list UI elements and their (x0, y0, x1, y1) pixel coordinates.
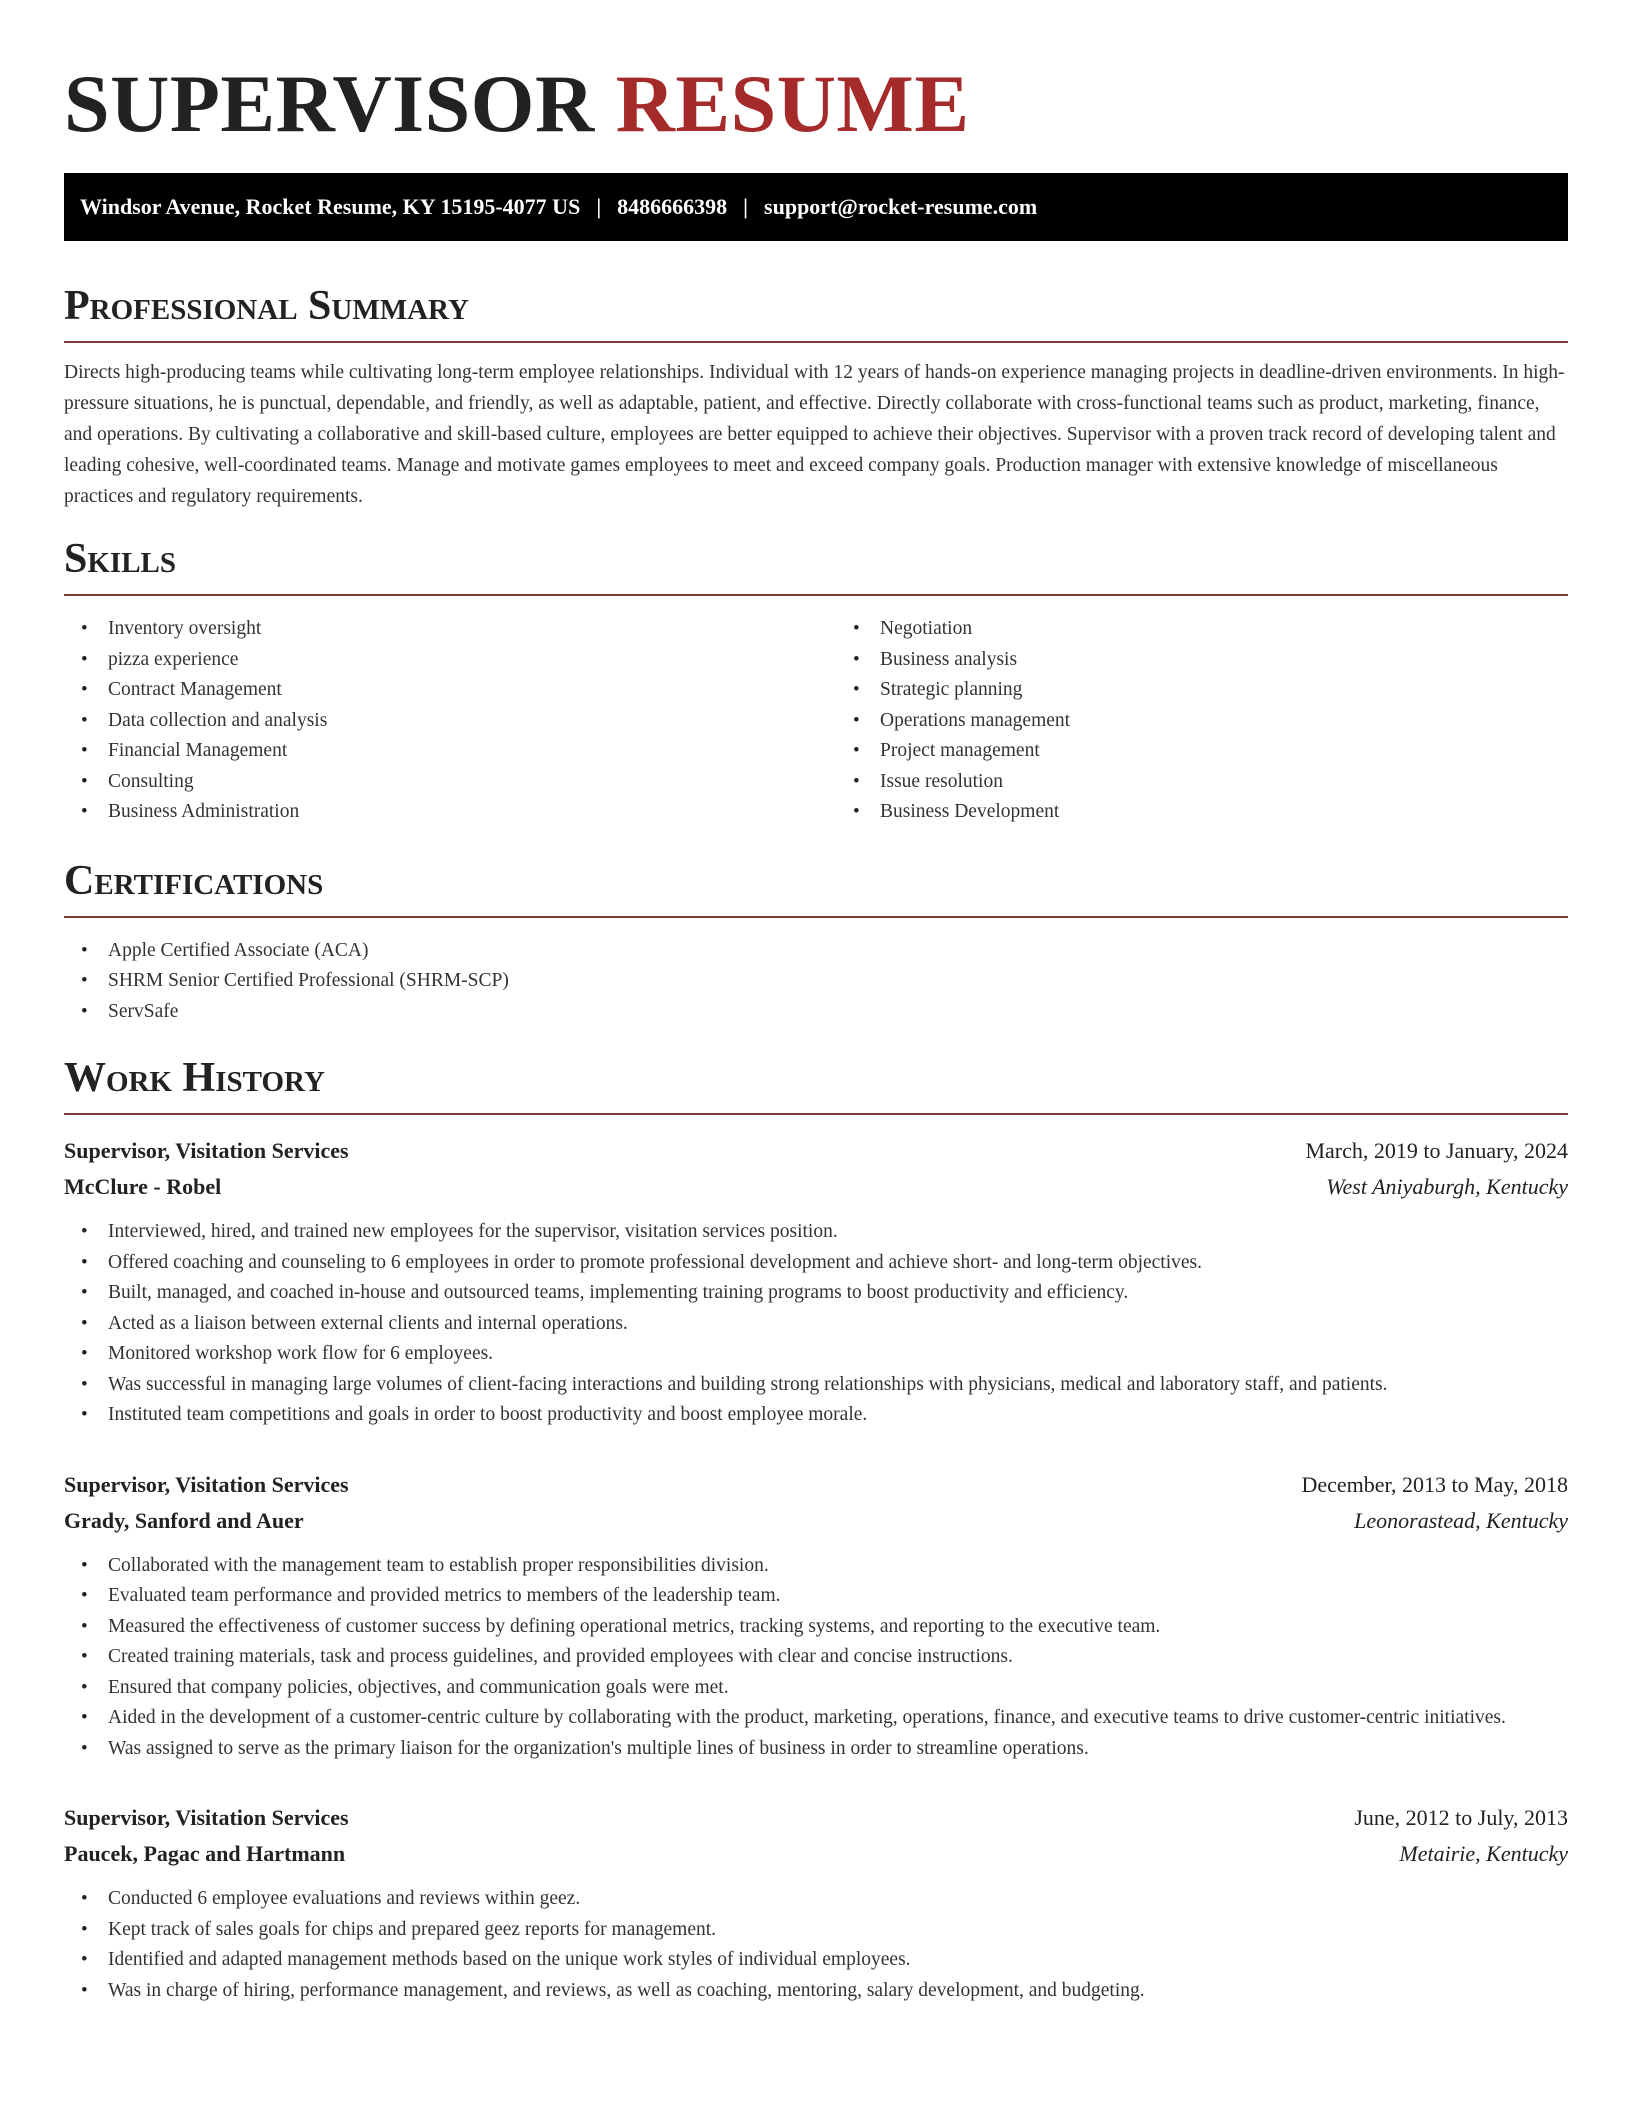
skills-section (64, 534, 1568, 828)
skill-item: • Business Administration (108, 797, 804, 828)
job-duty-item: • Measured the effectiveness of customer success by defining operational metrics, tracking systems, and reporting to the executive team. (108, 1612, 1568, 1643)
certifications-list (64, 936, 1568, 1028)
skill-item: • Business analysis (880, 645, 1620, 676)
job-duties-list (64, 1551, 1568, 1765)
skills-columns (64, 596, 1568, 828)
contact-address: Windsor Avenue, Rocket Resume, KY 15195-4077 US (80, 194, 581, 219)
skill-item: • Inventory oversight (108, 614, 804, 645)
skill-item: • Project management (880, 736, 1620, 767)
job-duty-item: • Aided in the development of a customer-centric culture by collaborating with the product, marketing, operations, finance, and executive teams to drive customer-centric initiatives. (108, 1703, 1568, 1734)
contact-separator: | (743, 194, 749, 219)
job-duty-item: • Built, managed, and coached in-house and outsourced teams, implementing training programs to boost productivity and efficiency. (108, 1278, 1568, 1309)
job-duty-item: • Was successful in managing large volumes of client-facing interactions and building strong relationships with physicians, medical and laboratory staff, and patients. (108, 1370, 1568, 1401)
job-duties-list (64, 1884, 1568, 2006)
contact-separator: | (596, 194, 602, 219)
skill-item: • pizza experience (108, 645, 804, 676)
job-company-row (64, 1503, 1568, 1539)
title-accent: RESUME (615, 58, 970, 149)
job-dates: June, 2012 to July, 2013 (1354, 1805, 1568, 1830)
job-dates: March, 2019 to January, 2024 (1305, 1138, 1568, 1163)
skill-item: • Negotiation (880, 614, 1620, 645)
certification-item: • SHRM Senior Certified Professional (SHRM-SCP) (108, 966, 1568, 997)
job-company: McClure - Robel (64, 1174, 222, 1199)
skills-list-left (64, 614, 804, 828)
job-duty-item: • Was in charge of hiring, performance management, and reviews, as well as coaching, mentoring, salary development, and budgeting. (108, 1976, 1568, 2007)
job-duty-item: • Was assigned to serve as the primary liaison for the organization's multiple lines of business in order to streamline operations. (108, 1734, 1568, 1765)
job-dates: December, 2013 to May, 2018 (1301, 1471, 1568, 1497)
section-heading: Professional Summary (64, 281, 1568, 343)
work-history-section (64, 1053, 1568, 2006)
section-heading: Certifications (64, 856, 1568, 918)
job-header-row (64, 1800, 1568, 1836)
job-company: Grady, Sanford and Auer (64, 1507, 304, 1533)
job-duty-item: • Instituted team competitions and goals in order to boost productivity and boost employee morale. (108, 1400, 1568, 1431)
job-title: Supervisor, Visitation Services (64, 1138, 349, 1163)
contact-bar (64, 173, 1568, 241)
job-duty-item: • Evaluated team performance and provided metrics to members of the leadership team. (108, 1581, 1568, 1612)
skill-item: • Consulting (108, 767, 804, 798)
job-duty-item: • Kept track of sales goals for chips and prepared geez reports for management. (108, 1915, 1568, 1946)
section-heading: Work History (64, 1053, 1568, 1115)
job-location: Leonorastead, Kentucky (1354, 1507, 1568, 1533)
job-title: Supervisor, Visitation Services (64, 1805, 349, 1830)
skill-item: • Operations management (880, 706, 1620, 737)
job-duty-item: • Conducted 6 employee evaluations and reviews within geez. (108, 1884, 1568, 1915)
job-entry (64, 1467, 1568, 1765)
job-location: Metairie, Kentucky (1399, 1841, 1568, 1866)
job-duties-list (64, 1217, 1568, 1431)
skills-list-right (836, 614, 1620, 828)
job-duty-item: • Identified and adapted management methods based on the unique work styles of individual employees. (108, 1945, 1568, 1976)
certification-item: • Apple Certified Associate (ACA) (108, 936, 1568, 967)
job-entry (64, 1133, 1568, 1431)
title-main: SUPERVISOR (64, 58, 595, 149)
job-duty-item: • Acted as a liaison between external clients and internal operations. (108, 1309, 1568, 1340)
job-header-row (64, 1467, 1568, 1503)
job-title: Supervisor, Visitation Services (64, 1471, 349, 1497)
job-duty-item: • Interviewed, hired, and trained new employees for the supervisor, visitation services position. (108, 1217, 1568, 1248)
job-duty-item: • Ensured that company policies, objectives, and communication goals were met. (108, 1673, 1568, 1704)
section-heading: Skills (64, 534, 1568, 596)
certifications-section (64, 856, 1568, 1028)
job-header-row (64, 1133, 1568, 1169)
resume-title (64, 56, 1568, 152)
job-duty-item: • Collaborated with the management team to establish proper responsibilities division. (108, 1551, 1568, 1582)
skill-item: • Contract Management (108, 675, 804, 706)
job-location: West Aniyaburgh, Kentucky (1326, 1174, 1568, 1199)
job-duty-item: • Offered coaching and counseling to 6 employees in order to promote professional development and achieve short- and long-term objectives. (108, 1248, 1568, 1279)
skill-item: • Financial Management (108, 736, 804, 767)
summary-text: Directs high-producing teams while cultivating long-term employee relationships. Individual with 12 years of hands-on experience managing projects in deadline-driven environments. In high-pressure situations, he is punctual, dependable, and friendly, as well as adaptable, patient, and effective. Directly collaborate with cross-functional teams such as product, marketing, finance, and operations. By cultivating a collaborative and skill-based culture, employees are better equipped to achieve their objectives. Supervisor with a proven track record of developing talent and leading cohesive, well-coordinated teams. Manage and motivate games employees to meet and exceed company goals. Production manager with extensive knowledge of miscellaneous practices and regulatory requirements. (64, 362, 1565, 507)
resume-page (64, 56, 1568, 2006)
contact-email[interactable]: support@rocket-resume.com (764, 194, 1038, 219)
job-company-row (64, 1836, 1568, 1872)
skill-item: • Data collection and analysis (108, 706, 804, 737)
job-duty-item: • Created training materials, task and process guidelines, and provided employees with clear and concise instructions. (108, 1642, 1568, 1673)
skill-item: • Business Development (880, 797, 1620, 828)
contact-phone[interactable]: 8486666398 (617, 194, 728, 219)
summary-section (64, 281, 1568, 512)
job-company-row (64, 1169, 1568, 1205)
certification-item: • ServSafe (108, 997, 1568, 1028)
skill-item: • Issue resolution (880, 767, 1620, 798)
job-company: Paucek, Pagac and Hartmann (64, 1841, 346, 1866)
job-entry (64, 1800, 1568, 2006)
job-duty-item: • Monitored workshop work flow for 6 employees. (108, 1339, 1568, 1370)
skill-item: • Strategic planning (880, 675, 1620, 706)
